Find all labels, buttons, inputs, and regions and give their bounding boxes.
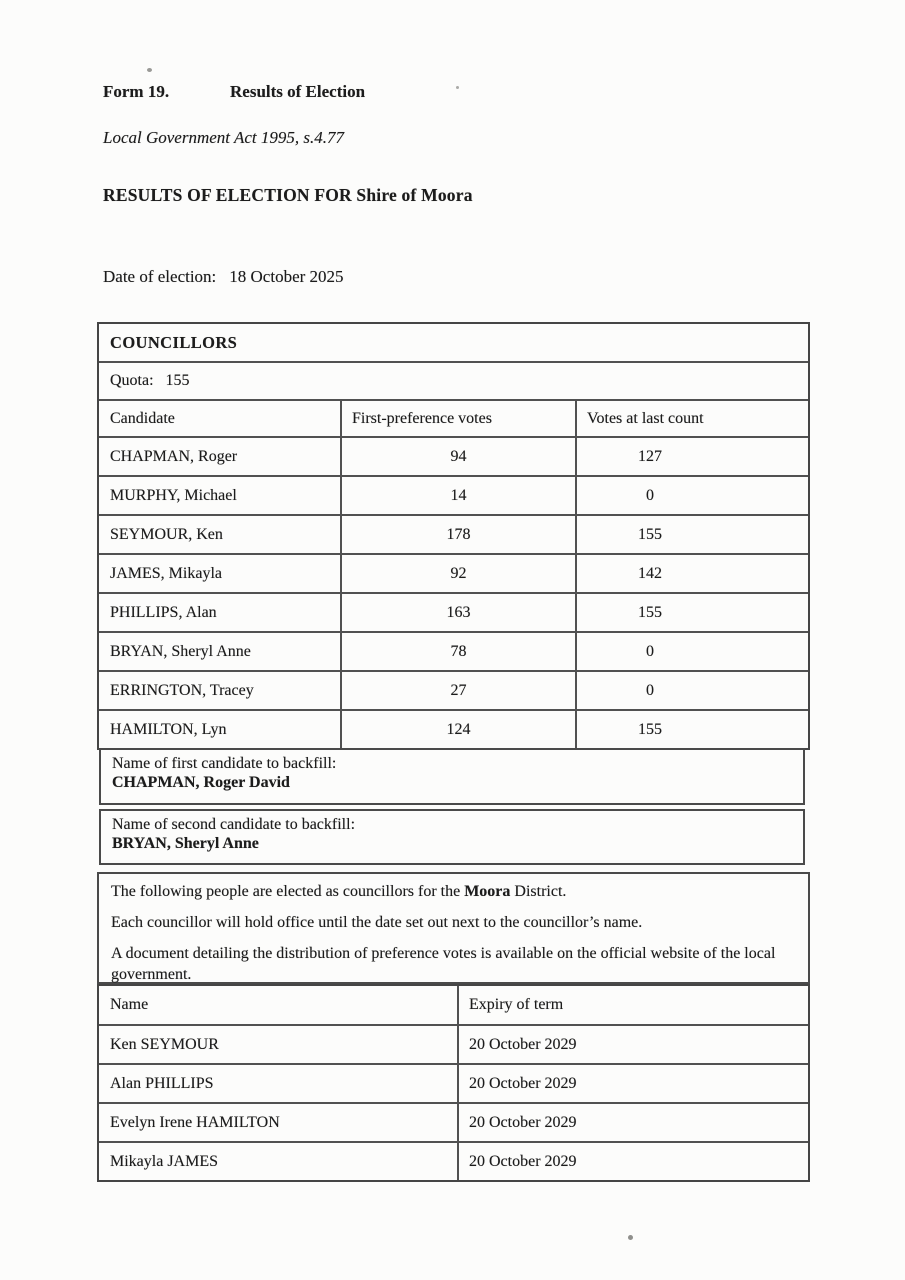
first-preference-votes: 78 — [342, 633, 577, 670]
column-header-name: Name — [99, 986, 459, 1024]
elected-notice-box — [97, 872, 810, 984]
votes-at-last-count: 127 — [638, 447, 662, 465]
second-backfill-box — [99, 809, 805, 865]
candidate-name: BRYAN, Sheryl Anne — [99, 633, 342, 670]
term-expiry-table — [97, 984, 810, 1182]
term-expiry-date: 20 October 2029 — [469, 1152, 577, 1170]
notice-paragraph-1-text: The following people are elected as councillors for the — [111, 883, 465, 900]
second-backfill-name: BRYAN, Sheryl Anne — [112, 835, 259, 852]
candidate-row — [99, 670, 808, 709]
notice-paragraph-1-suffix: District. — [510, 883, 567, 900]
column-header-candidate: Candidate — [99, 401, 342, 436]
election-date-value: 18 October 2025 — [229, 267, 344, 286]
candidate-name: PHILLIPS, Alan — [99, 594, 342, 631]
notice-paragraph-1 — [111, 881, 796, 902]
councillor-name: Alan PHILLIPS — [99, 1065, 459, 1102]
votes-at-last-count: 0 — [646, 642, 654, 660]
column-header-last-count: Votes at last count — [587, 409, 704, 427]
candidate-row — [99, 514, 808, 553]
first-preference-votes: 124 — [342, 711, 577, 748]
candidate-row — [99, 553, 808, 592]
councillors-table-header — [99, 399, 808, 436]
first-backfill-label: Name of first candidate to backfill: — [112, 755, 337, 772]
first-preference-votes: 92 — [342, 555, 577, 592]
form-header — [103, 82, 365, 102]
scan-artifact-dot — [456, 86, 459, 89]
term-expiry-date: 20 October 2029 — [469, 1074, 577, 1092]
candidate-row — [99, 475, 808, 514]
votes-at-last-count: 155 — [638, 603, 662, 621]
candidate-row — [99, 709, 808, 748]
candidate-row — [99, 436, 808, 475]
first-preference-votes: 163 — [342, 594, 577, 631]
first-preference-votes: 27 — [342, 672, 577, 709]
candidate-name: MURPHY, Michael — [99, 477, 342, 514]
votes-at-last-count: 155 — [638, 525, 662, 543]
candidate-rows — [99, 436, 808, 748]
election-date-line — [103, 267, 344, 287]
candidate-row — [99, 592, 808, 631]
candidate-name: ERRINGTON, Tracey — [99, 672, 342, 709]
form-title: Results of Election — [230, 82, 366, 101]
candidate-name: SEYMOUR, Ken — [99, 516, 342, 553]
councillors-table — [97, 322, 810, 750]
election-date-label: Date of election: — [103, 267, 217, 286]
term-row — [99, 1102, 808, 1141]
quota-value: 155 — [165, 372, 190, 389]
column-header-expiry: Expiry of term — [469, 996, 564, 1013]
candidate-name: CHAPMAN, Roger — [99, 438, 342, 475]
candidate-row — [99, 631, 808, 670]
councillor-name: Mikayla JAMES — [99, 1143, 459, 1180]
term-table-header — [99, 986, 808, 1024]
notice-paragraph-2: Each councillor will hold office until the date set out next to the councillor’s name. — [111, 914, 643, 931]
quota-row — [99, 361, 808, 399]
term-row — [99, 1024, 808, 1063]
candidate-name: HAMILTON, Lyn — [99, 711, 342, 748]
term-rows — [99, 1024, 808, 1180]
councillors-section-title: COUNCILLORS — [110, 332, 238, 352]
first-backfill-name: CHAPMAN, Roger David — [112, 774, 290, 791]
quota-label: Quota: — [110, 372, 154, 389]
votes-at-last-count: 0 — [646, 681, 654, 699]
column-header-first-preference: First-preference votes — [342, 401, 577, 436]
first-backfill-box — [99, 748, 805, 805]
term-expiry-date: 20 October 2029 — [469, 1035, 577, 1053]
notice-paragraph-3: A document detailing the distribution of preference votes is available on the official website of the local government. — [111, 945, 776, 983]
candidate-name: JAMES, Mikayla — [99, 555, 342, 592]
first-preference-votes: 14 — [342, 477, 577, 514]
councillor-name: Ken SEYMOUR — [99, 1026, 459, 1063]
votes-at-last-count: 0 — [646, 486, 654, 504]
term-expiry-date: 20 October 2029 — [469, 1113, 577, 1131]
first-preference-votes: 178 — [342, 516, 577, 553]
second-backfill-label: Name of second candidate to backfill: — [112, 816, 356, 833]
votes-at-last-count: 155 — [638, 720, 662, 738]
district-name: Moora — [464, 883, 511, 900]
scan-artifact-dot — [628, 1235, 633, 1240]
term-row — [99, 1063, 808, 1102]
term-row — [99, 1141, 808, 1180]
results-heading: RESULTS OF ELECTION FOR Shire of Moora — [103, 185, 473, 205]
scan-artifact-dot — [147, 68, 152, 72]
votes-at-last-count: 142 — [638, 564, 662, 582]
act-reference: Local Government Act 1995, s.4.77 — [103, 128, 344, 147]
form-number: Form 19. — [103, 82, 170, 101]
first-preference-votes: 94 — [342, 438, 577, 475]
councillor-name: Evelyn Irene HAMILTON — [99, 1104, 459, 1141]
